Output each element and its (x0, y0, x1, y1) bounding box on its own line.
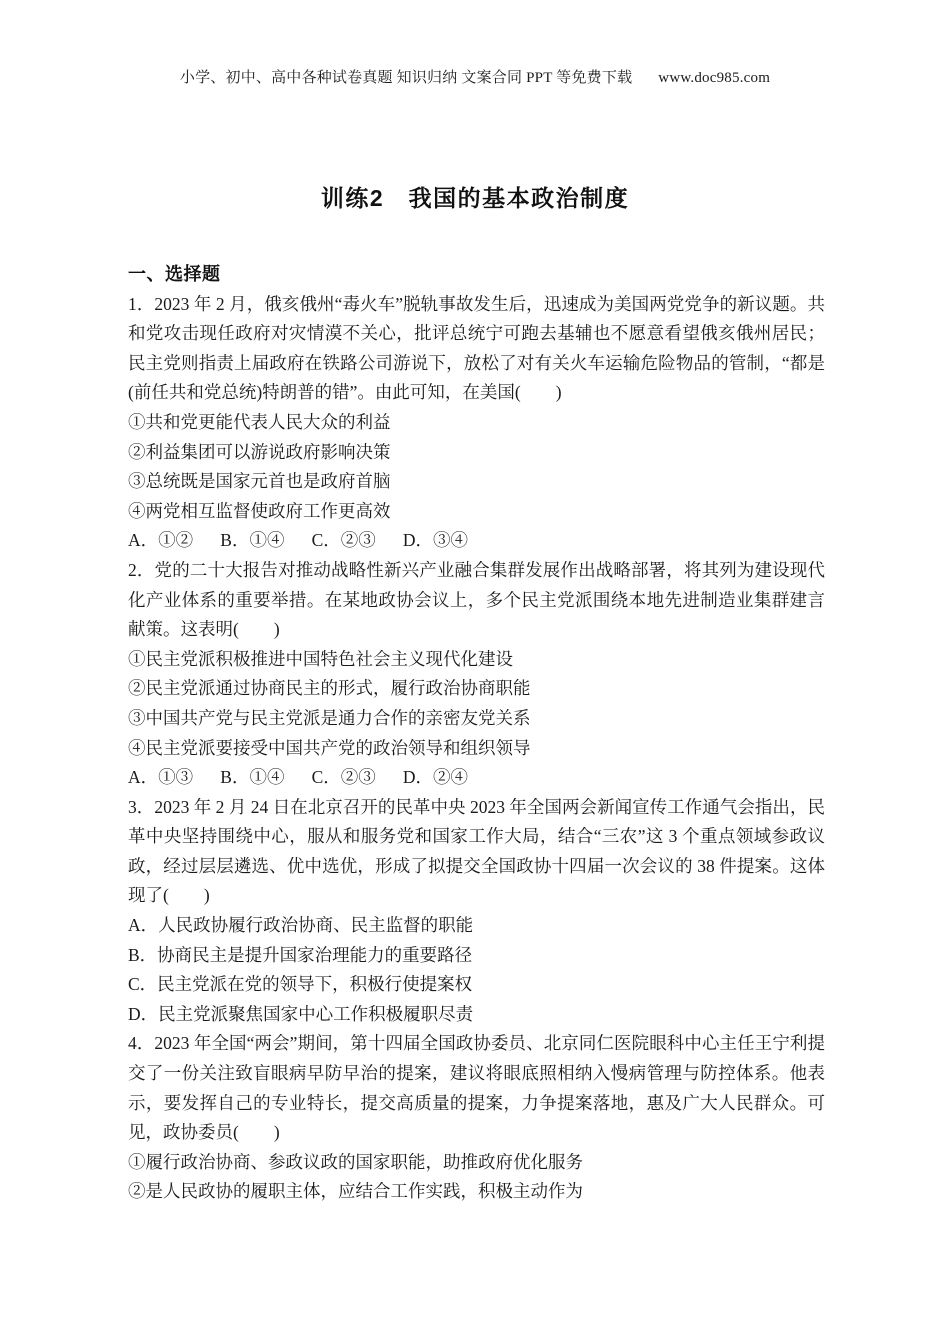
question-2 (128, 556, 825, 793)
question-4-stem: 4．2023 年全国“两会”期间，第十四届全国政协委员、北京同仁医院眼科中心主任王宁利提交了一份关注致盲眼病早防早治的提案，建议将眼底照相纳入慢病管理与防控体系。他表示，要发挥自己的专业特长，提交高质量的提案，力争提案落地，惠及广大人民群众。可见，政协委员( ) (128, 1033, 825, 1143)
question-4 (128, 1029, 825, 1207)
choice-a: A．①③ (128, 767, 194, 788)
choice-c: C．②③ (311, 530, 376, 551)
question-1-stem: 1．2023 年 2 月，俄亥俄州“毒火车”脱轨事故发生后，迅速成为美国两党党争的新议题。共和党攻击现任政府对灾情漠不关心，批评总统宁可跑去基辅也不愿意看望俄亥俄州居民；民主党则指责上届政府在铁路公司游说下，放松了对有关火车运输危险物品的管制，“都是(前任共和党总统)特朗普的错”。由此可知，在美国( ) (128, 293, 825, 403)
question-2-item-4: ④民主党派要接受中国共产党的政治领导和组织领导 (128, 737, 531, 758)
question-1-choices (128, 526, 825, 556)
question-1 (128, 290, 825, 556)
question-1-item-1: ①共和党更能代表人民大众的利益 (128, 411, 391, 432)
question-3-option-d: D．民主党派聚焦国家中心工作积极履职尽责 (128, 1003, 474, 1024)
question-3-option-b: B．协商民主是提升国家治理能力的重要路径 (128, 944, 473, 965)
question-3 (128, 793, 825, 1030)
question-2-item-3: ③中国共产党与民主党派是通力合作的亲密友党关系 (128, 707, 531, 728)
choice-d: D．②④ (402, 767, 469, 788)
section-heading: 一、选择题 (128, 264, 221, 284)
question-2-item-2: ②民主党派通过协商民主的形式，履行政治协商职能 (128, 678, 531, 699)
choice-b: B．①④ (220, 767, 285, 788)
choice-d: D．③④ (402, 530, 469, 551)
question-1-item-3: ③总统既是国家元首也是政府首脑 (128, 471, 391, 492)
page-title: 训练2 我国的基本政治制度 (320, 185, 630, 211)
question-2-stem: 2．党的二十大报告对推动战略性新兴产业融合集群发展作出战略部署，将其列为建设现代化产业体系的重要举措。在某地政协会议上，多个民主党派围绕本地先进制造业集群建言献策。这表明( ) (128, 559, 825, 640)
page-header (0, 0, 950, 87)
choice-b: B．①④ (220, 530, 285, 551)
question-1-item-4: ④两党相互监督使政府工作更高效 (128, 500, 391, 521)
question-4-item-2: ②是人民政协的履职主体，应结合工作实践，积极主动作为 (128, 1181, 583, 1202)
question-3-stem: 3．2023 年 2 月 24 日在北京召开的民革中央 2023 年全国两会新闻宣传工作通气会指出，民革中央坚持围绕中心，服从和服务党和国家工作大局，结合“三农”这 3 个重点领域参政议政，经过层层遴选、优中选优，形成了拟提交全国政协十四届一次会议的 38 件提案。这体现了( ) (128, 796, 825, 906)
question-3-option-c: C．民主党派在党的领导下，积极行使提案权 (128, 974, 473, 995)
document-body (128, 260, 825, 1207)
choice-a: A．①② (128, 530, 194, 551)
header-site-text: 小学、初中、高中各种试卷真题 知识归纳 文案合同 PPT 等免费下载 (179, 70, 633, 86)
question-2-item-1: ①民主党派积极推进中国特色社会主义现代化建设 (128, 648, 513, 669)
question-3-option-a: A．人民政协履行政治协商、民主监督的职能 (128, 915, 474, 936)
choice-c: C．②③ (311, 767, 376, 788)
question-1-item-2: ②利益集团可以游说政府影响决策 (128, 441, 391, 462)
question-2-choices (128, 763, 825, 793)
header-site-url: www.doc985.com (658, 70, 771, 86)
question-4-item-1: ①履行政治协商、参政议政的国家职能，助推政府优化服务 (128, 1151, 583, 1172)
